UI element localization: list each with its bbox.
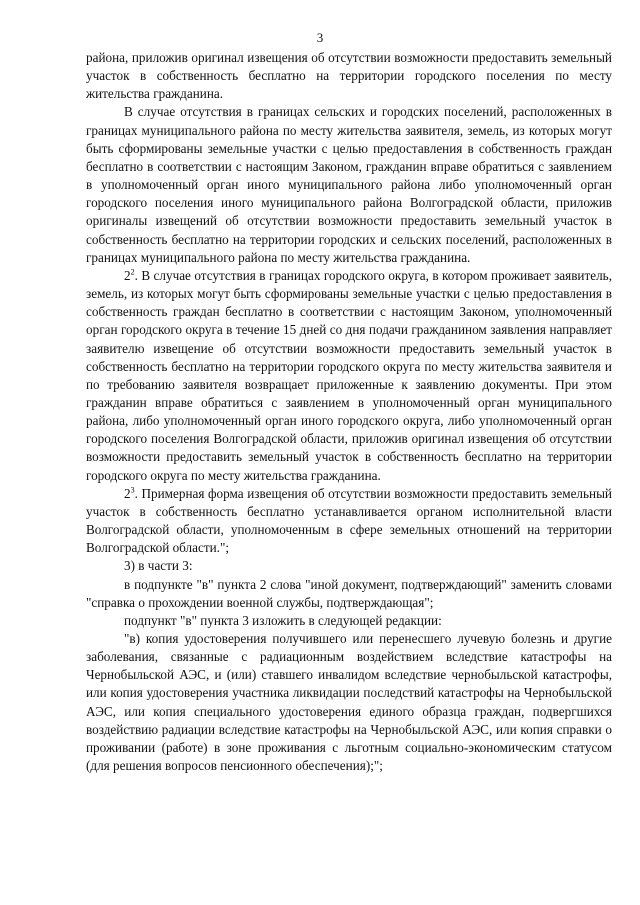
paragraph-4-text: . Примерная форма извещения об отсутствии возможности предоставить земельный участок в собственность бесплатно устанавливается органом исполнительной власти Волгоградской области, уполномоченным в сфере земельных отношений на территории Волгоградской области.";: [86, 485, 612, 556]
page-number: 3: [316, 30, 324, 45]
paragraph-2: В случае отсутствия в границах сельских и городских поселений, расположенных в границах муниципального района по месту жительства заявителя, земель, из которых могут быть сформированы земельные участки с целью предоставления в собственность граждан бесплатно в соответствии с настоящим Законом, гражданин вправе обратиться с заявлением в уполномоченный орган иного муниципального района либо уполномоченный орган городского поселения иного муниципального района Волгоградской области, приложив оригиналы извещений об отсутствии возможности предоставить земельный участок в собственность бесплатно на территории городских и сельских поселений, расположенных в границах муниципального района по месту жительства гражданина.: [86, 104, 612, 265]
paragraph-3: [86, 267, 612, 485]
paragraph-1: района, приложив оригинал извещения об отсутствии возможности предоставить земельный участок в собственность бесплатно на территории городского поселения по месту жительства гражданина.: [86, 50, 612, 102]
clause-superscript: 3: [130, 485, 135, 495]
clause-number: 2: [124, 485, 131, 501]
paragraph-4: [86, 485, 612, 558]
document-body: [86, 49, 612, 775]
paragraph-5: 3) в части 3:: [124, 558, 193, 574]
paragraph-7: подпункт "в" пункта 3 изложить в следующей редакции:: [124, 612, 442, 628]
paragraph-6: в подпункте "в" пункта 2 слова "иной документ, подтверждающий" заменить словами "справка о прохождении военной службы, подтверждающая";: [86, 576, 612, 610]
clause-number: 2: [124, 267, 131, 283]
paragraph-8: "в) копия удостоверения получившего или перенесшего лучевую болезнь и другие заболевания, связанные с радиационным воздействием вследствие катастрофы на Чернобыльской АЭС, и (или) ставшего инвалидом вследствие чернобыльской катастрофы, или копия удостоверения участника ликвидации последствий катастрофы на Чернобыльской АЭС, или копия специального удостоверения единого образца граждан, подвергшихся воздействию радиации вследствие катастрофы на Чернобыльской АЭС, или копия справки о проживании (работе) в зоне проживания с льготным социально-экономическим статусом (для решения вопросов пенсионного обеспечения);";: [86, 631, 612, 774]
clause-superscript: 2: [130, 267, 135, 277]
paragraph-3-text: . В случае отсутствия в границах городского округа, в котором проживает заявитель, земель, из которых могут быть сформированы земельные участки с целью предоставления в собственность граждан бесплатно в соответствии с настоящим Законом, уполномоченный орган городского округа в течение 15 дней со дня подачи гражданином заявления направляет заявителю извещение об отсутствии возможности предоставить земельный участок в собственность бесплатно на территории городского округа по месту жительства заявителя и по требованию заявителя возвращает приложенные к заявлению документы. При этом гражданин вправе обратиться с заявлением в уполномоченный орган муниципального района, либо уполномоченный орган иного городского округа, либо уполномоченный орган городского поселения Волгоградской области, приложив оригинал извещения об отсутствии возможности предоставить земельный участок в собственность бесплатно на территории городского округа по месту жительства гражданина.: [86, 267, 612, 483]
